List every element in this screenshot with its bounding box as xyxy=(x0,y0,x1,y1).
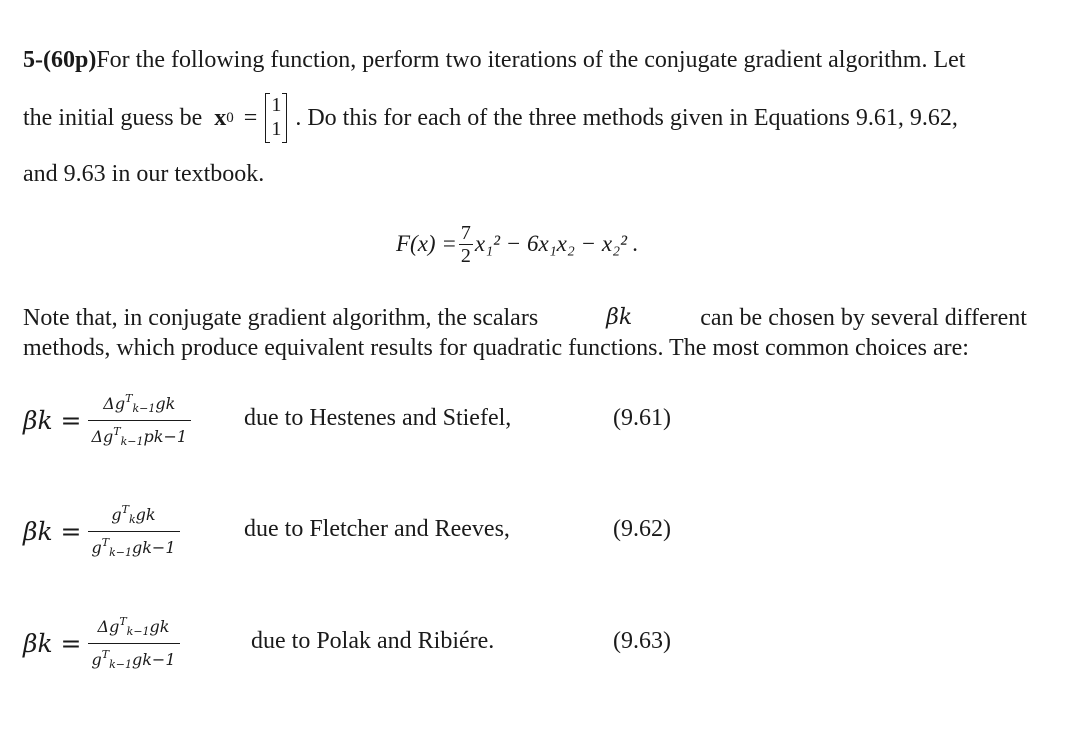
note-line-1-text: Note that, in conjugate gradient algorithm, the scalars xyxy=(23,305,539,331)
equation-description: due to Polak and Ribiére. xyxy=(251,628,495,654)
equation-number: (9.63) xyxy=(613,628,671,654)
function-coefficient xyxy=(459,222,473,267)
beta-fraction: $\frac{g^T_kgk}{g^T_{k-1}gk-1}$ xyxy=(88,500,180,563)
note-line-2 xyxy=(23,334,969,362)
note-line-1-after: can be chosen by several different xyxy=(700,305,1027,331)
function-rest: x₁² − 6x₁x₂ − x₂² . xyxy=(474,231,639,256)
beta-lhs: βk = xyxy=(23,628,82,658)
function-equation xyxy=(396,214,639,274)
x0-equals: = xyxy=(243,105,258,131)
x0-subscript: 0 xyxy=(226,110,234,126)
problem-line-2-before: the initial guess be xyxy=(23,105,203,131)
problem-line-1 xyxy=(23,46,965,74)
problem-line-3 xyxy=(23,160,264,188)
problem-label: 5-(60p) xyxy=(23,47,97,73)
equation-number: (9.62) xyxy=(613,516,671,542)
function-lhs: F(x) = xyxy=(396,231,457,256)
note-beta: βk xyxy=(606,305,633,330)
vector-entry-2: 1 xyxy=(271,118,282,140)
problem-line-3-text: and 9.63 in our textbook. xyxy=(23,161,265,187)
note-line-2-text: methods, which produce equivalent results for quadratic functions. The most common choices are: xyxy=(23,335,969,361)
coefficient-numerator: 7 xyxy=(460,221,471,244)
beta-fraction: $\frac{\Delta g^T_{k-1}gk}{g^T_{k-1}gk-1}$ xyxy=(88,612,180,675)
problem-line-2 xyxy=(23,91,958,145)
beta-fraction: $\frac{\Delta g^T_{k-1}gk}{\Delta g^T_{k-1}pk-1}$ xyxy=(88,389,192,452)
problem-line-1-text: For the following function, perform two iterations of the conjugate gradient algorithm. Let xyxy=(96,47,966,73)
equation-9-62 xyxy=(23,503,683,559)
initial-guess-vector xyxy=(265,93,287,143)
equation-description: due to Hestenes and Stiefel, xyxy=(244,405,512,431)
coefficient-denominator: 2 xyxy=(460,244,471,267)
equation-9-61 xyxy=(23,392,683,448)
beta-lhs: βk = xyxy=(23,405,82,435)
equation-number: (9.61) xyxy=(613,405,671,431)
vector-entry-1: 1 xyxy=(271,94,282,116)
note-line-1 xyxy=(23,304,1027,332)
equation-description: due to Fletcher and Reeves, xyxy=(244,516,510,542)
equation-9-63 xyxy=(23,615,683,671)
beta-lhs: βk = xyxy=(23,516,82,546)
problem-line-2-after: . Do this for each of the three methods given in Equations 9.61, 9.62, xyxy=(295,105,958,131)
x0-symbol: x xyxy=(214,105,227,131)
